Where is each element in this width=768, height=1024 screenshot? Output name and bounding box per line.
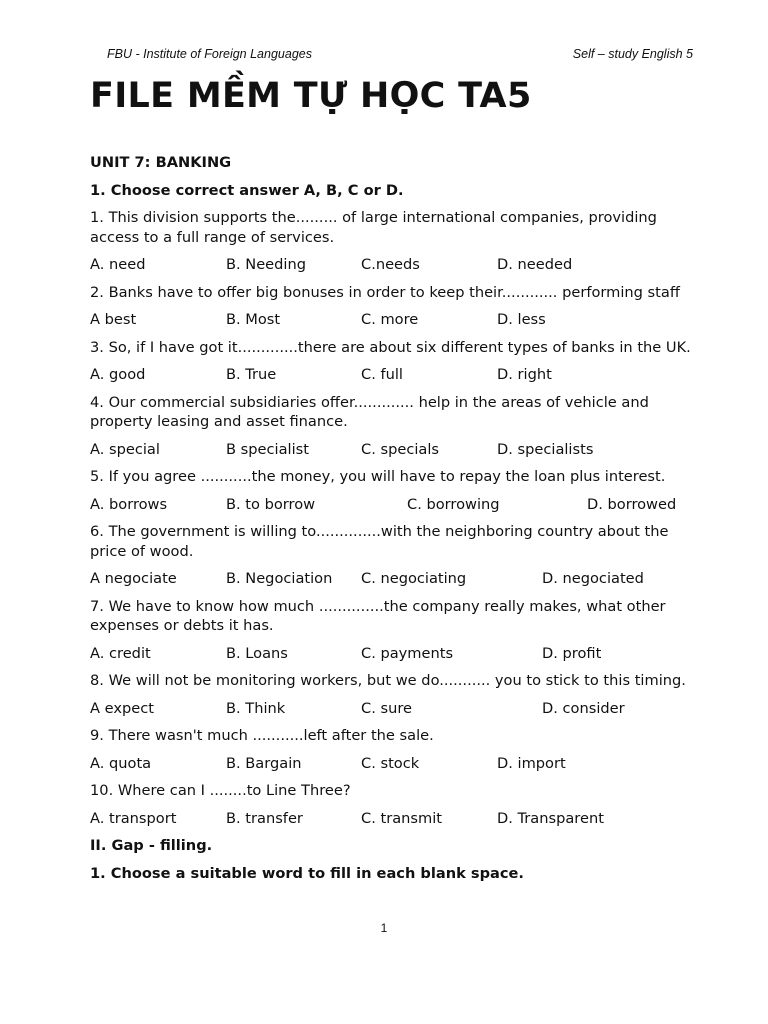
option-c: C. sure <box>361 699 412 717</box>
option-c: C. more <box>361 311 419 328</box>
option-d: D. specialists <box>497 440 594 458</box>
answer-options <box>90 699 702 719</box>
question-text: 6. The government is willing to..............with the neighboring country about the price of wood. <box>90 523 669 560</box>
option-d: D. profit <box>542 644 602 662</box>
question-text: 4. Our commercial subsidiaries offer............. help in the areas of vehicle and property leasing and asset finance. <box>90 393 649 430</box>
option-b: B. Loans <box>226 644 288 662</box>
option-b: B. to borrow <box>226 495 316 513</box>
question-text: 3. So, if I have got it.............there are about six different types of banks in the UK. <box>90 338 691 356</box>
answer-options <box>90 754 702 774</box>
option-a: A. need <box>90 256 146 273</box>
option-b: B. Bargain <box>226 754 302 772</box>
answer-options <box>90 495 702 515</box>
document-body <box>90 153 702 891</box>
option-a: A. borrows <box>90 495 168 513</box>
option-c: C. negociating <box>361 570 467 587</box>
option-d: D. negociated <box>542 570 644 587</box>
option-d: D. less <box>497 311 546 328</box>
option-a: A negociate <box>90 570 177 587</box>
question-text: 10. Where can I ........to Line Three? <box>90 782 351 799</box>
option-b: B specialist <box>226 440 309 458</box>
option-c: C. transmit <box>361 809 442 827</box>
option-b: B. True <box>226 366 277 383</box>
option-a: A. credit <box>90 644 151 662</box>
answer-options <box>90 440 702 460</box>
answer-options <box>90 644 702 664</box>
option-c: C. payments <box>361 644 454 662</box>
section2-heading: II. Gap - filling. <box>90 837 213 854</box>
option-c: C. stock <box>361 754 420 772</box>
question-text: 7. We have to know how much ..............the company really makes, what other expenses or debts it has. <box>90 597 666 634</box>
option-d: D. consider <box>542 699 625 717</box>
question-text: 1. This division supports the......... of large international companies, providing access to a full range of services. <box>90 209 657 246</box>
option-a: A. special <box>90 440 160 458</box>
question-text: 9. There wasn't much ...........left after the sale. <box>90 727 434 744</box>
unit-heading: UNIT 7: BANKING <box>90 154 232 171</box>
header-left: FBU - Institute of Foreign Languages <box>107 47 312 61</box>
question-text: 2. Banks have to offer big bonuses in order to keep their............ performing staff <box>90 283 680 301</box>
option-b: B. transfer <box>226 809 303 827</box>
option-d: D. right <box>497 366 552 383</box>
option-a: A. quota <box>90 754 152 772</box>
option-b: B. Needing <box>226 256 306 273</box>
header-right: Self – study English 5 <box>572 47 693 61</box>
option-d: D. Transparent <box>497 809 604 827</box>
option-b: B. Negociation <box>226 570 333 587</box>
option-c: C. full <box>361 366 403 383</box>
question-text: 8. We will not be monitoring workers, but we do........... you to stick to this timing. <box>90 672 686 689</box>
answer-options <box>90 365 702 385</box>
answer-options <box>90 310 702 330</box>
answer-options <box>90 809 702 829</box>
option-c: C. borrowing <box>407 495 500 513</box>
page-number: 1 <box>380 921 388 935</box>
section2-subheading: 1. Choose a suitable word to fill in each blank space. <box>90 864 524 882</box>
option-d: D. borrowed <box>587 495 677 513</box>
answer-options <box>90 255 702 275</box>
option-a: A. good <box>90 366 146 383</box>
option-b: B. Think <box>226 699 286 717</box>
question-text: 5. If you agree ...........the money, you will have to repay the loan plus interest. <box>90 468 666 485</box>
answer-options <box>90 569 702 589</box>
section1-heading: 1. Choose correct answer A, B, C or D. <box>90 181 404 199</box>
option-a: A. transport <box>90 809 177 827</box>
option-c: C.needs <box>361 256 420 273</box>
document-title: FILE MỀM TỰ HỌC TA5 <box>90 76 532 116</box>
option-c: C. specials <box>361 440 439 458</box>
option-a: A best <box>90 311 137 328</box>
option-d: D. import <box>497 754 566 772</box>
option-a: A expect <box>90 699 154 717</box>
option-d: D. needed <box>497 256 573 273</box>
option-b: B. Most <box>226 311 281 328</box>
